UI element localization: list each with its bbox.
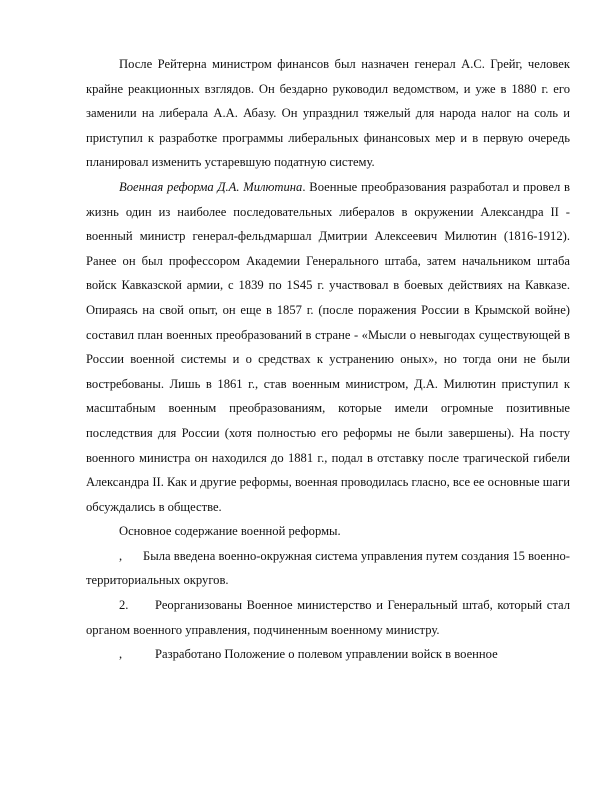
list-item-text: Реорганизованы Военное министерство и Генеральный штаб, который стал органом военного управления, подчиненным военному министру. (86, 598, 570, 637)
paragraph-military-reform (86, 175, 570, 519)
list-marker: , (119, 548, 123, 563)
list-item-text: Разработано Положение о полевом управлении войск в военное (155, 647, 498, 662)
paragraph-reform-content-intro (86, 519, 570, 544)
list-marker: , (119, 647, 123, 662)
paragraph-text: Основное содержание военной реформы. (119, 524, 341, 539)
paragraph-text: . Военные преобразования разработал и провел в жизнь один из наиболее последовательных либералов в окружении Александра II - военный министр генерал-фельдмаршал Дмитрии Алексеевич Милютин (1816-1912). Ранее он был профессором Академии Генерального штаба, затем начальником штаба войск Кавказской армии, с 1839 по 1S45 г. участвовал в боевых действиях на Кавказе. Опираясь на свой опыт, он еще в 1857 г. (после поражения России в Крымской войне) составил план военных преобразований в стране - «Мысли о невыгодах существующей в России военной системы и о средствах к устранению оных», но тогда они не были востребованы. Лишь в 1861 г., став военным министром, Д.А. Милютин приступил к масштабным военным преобразованиям, которые имели огромные позитивные последствия для России (хотя полностью его реформы не были завершены). На посту военного министра он находился до 1881 г., подал в отставку после трагической гибели Александра II. Как и другие реформы, военная проводилась гласно, все ее основные шаги обсуждались в обществе. (86, 179, 570, 514)
paragraph-text: После Рейтерна министром финансов был назначен генерал А.С. Грейг, человек крайне реакционных взглядов. Он бездарно руководил ведомством, и уже в 1880 г. его заменили на либерала А.А. Абазу. Он упразднил тяжелый для народа налог на соль и приступил к разработке программы либеральных финансовых мер и в первую очередь планировал изменить устаревшую податную систему. (86, 57, 570, 170)
paragraph-finance-ministers (86, 52, 570, 175)
list-item (86, 544, 570, 593)
document-body (86, 52, 570, 667)
list-item (86, 642, 570, 667)
list-item (86, 593, 570, 642)
list-item-text: Была введена военно-окружная система управления путем создания 15 военно-территориальных округов. (86, 548, 570, 588)
list-marker: 2. (119, 598, 129, 613)
military-reform-heading: Военная реформа Д.А. Милютина (119, 179, 303, 194)
